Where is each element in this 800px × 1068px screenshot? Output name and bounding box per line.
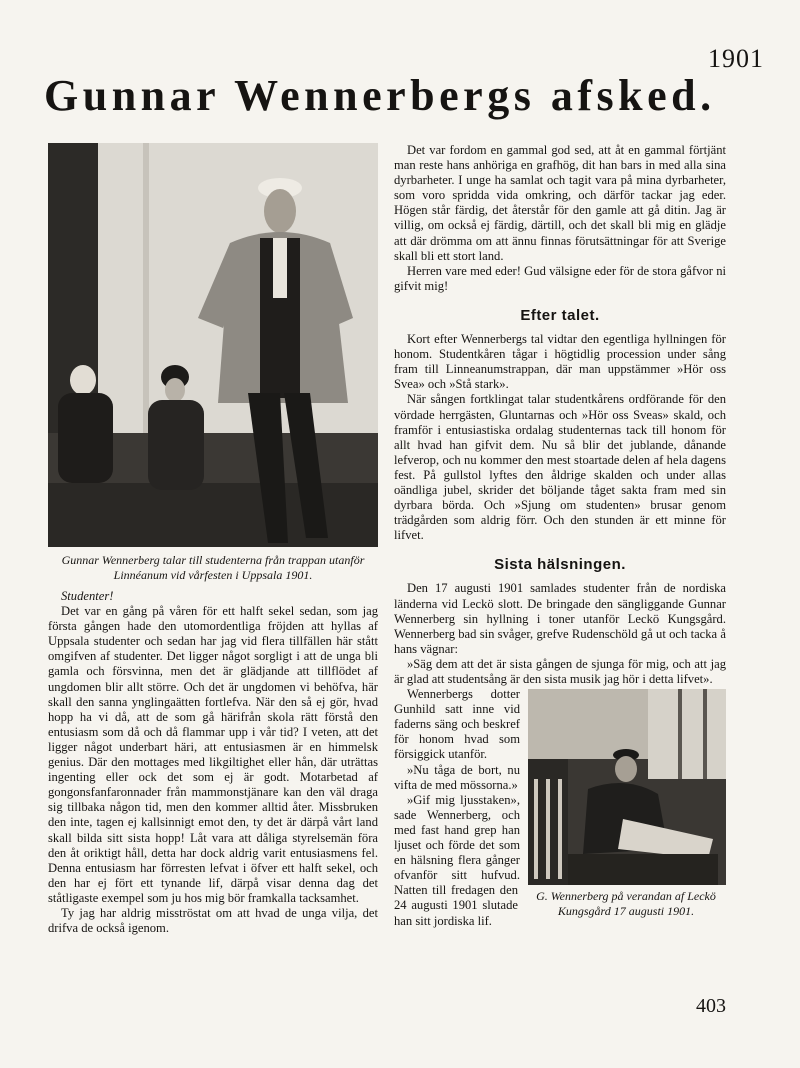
body-paragraph: Den 17 augusti 1901 samlades studenter från de nordiska länderna vid Leckö slott. De bringade den sängliggande Gunnar Wennerberg sin hyllning i toner utanför Leckö Kungsgård. Wennerberg bad sin svåger, grefve Rudenschöld gå ut och tacka å hans vägnar: [394, 581, 726, 656]
body-paragraph: När sången fortklingat talar studentkårens ordförande för den vördade herrgästen, Gluntarnas och »Hör oss Sveas» skald, och framför i entusiastiska ordalag studenternas tack till honom för allt hvad han gifvit dem. Nu så blir det jublande, dånande lefverop, och nu kommer den mest stoartade delen af hela dagens fest. På gullstol lyftes den åldrige skalden och under allas oändliga jubel, skrider det böljande tåget sakta fram med sin dyrbara börda. Och »Sjung om studenten» brusar genom trädgården som aldrig förr. Och den stunden är ett minne för lifvet. [394, 392, 726, 543]
speech-paragraph: Ty jag har aldrig misströstat om att hvad de unga vilja, det drifva de också igenom. [48, 905, 378, 936]
article-title: Gunnar Wennerbergs afsked. [44, 71, 716, 120]
photo-wennerberg-speech [48, 143, 378, 547]
veranda-photo-illustration [528, 689, 726, 885]
year-header: 1901 [708, 44, 764, 73]
section-heading-efter-talet: Efter talet. [520, 306, 600, 324]
speech-paragraph: Det var fordom en gammal god sed, att åt en gammal förtjänt man reste hans anhöriga en grafhög, dit han bars in med alla sina dyrbarheter. I unge ha samlat och tagit vara på mina dyrbarheter, som voro spridda vida omkring, och därför tackar jag eder. Högen står färdig, det återstår för den gamle att gå ditin. Jag är villig, om också ej färdig, därtill, och det skall bli mig en glädje att där drömma om att ännu finnas förutsättningar för att Sverige skall bli ett stort land. [394, 143, 726, 263]
photo2-caption: G. Wennerberg på verandan af Leckö Kungsgård 17 augusti 1901. [536, 889, 716, 919]
left-column [48, 143, 378, 936]
body-paragraph: »Säg dem att det är sista gången de sjunga för mig, och att jag är glad att studentsång är den sista musik jag hör i detta lifvet». [394, 656, 726, 686]
body-paragraph: Wennerbergs dotter Gunhild satt inne vid faderns säng och beskref för honom hvad som försiggick utanför. [394, 687, 520, 762]
photo-wennerberg-veranda [528, 689, 726, 885]
photo1-caption: Gunnar Wennerberg talar till studenterna från trappan utanför Linnéanum vid vårfesten i Uppsala 1901. [61, 553, 365, 582]
page-number: 403 [696, 995, 726, 1017]
body-paragraph: »Gif mig ljusstaken», sade Wennerberg, och med fast hand grep han ljuset och förde det som en hälsning flera gånger ofvanför sitt hufvud. Natten till fredagen den 24 augusti 1901 slutade han sitt jordiska lif. [394, 792, 520, 928]
speech-photo-illustration [48, 143, 378, 547]
body-paragraph: Kort efter Wennerbergs tal vidtar den egentliga hyllningen för honom. Studentkåren tågar i högtidlig procession under sång fram till Linneanumstrappan, där man uppstämmer »Hör oss Svea» och »Stå stark». [394, 332, 726, 392]
photo2-wrap [394, 687, 726, 929]
right-column [394, 143, 726, 929]
salutation: Studenter! [61, 589, 114, 603]
speech-paragraph: Det var en gång på våren för ett halft sekel sedan, som jag första gången hade den utomordentliga fröjden att hyllas af Uppsala studenter och sedan har jag vid flera tillfällen här stått omgifven af studenter. Det ligger något sorgligt i att de unga bli gamla och försvinna, men det är glädjande att tillflödet af ungdomen blir allt större. Och det är ungdomen vi behöfva, här skall den sanna ynglingaätten fortlefva. När den så ej gör, hvad hopp ha vi då, att de som gå härifrån skola rätt förstå den entusiasm som då och då flammar upp i vår tid? I veten, att det ligger något underbart häri, att entusiasmen är en himmelsk genius. Där den mottages med likgiltighet eller hån, där uträttas ingenting eller ock det som ej är godt. Motarbetad af gongonsfanfaronnader från mammonstjänare kan den väl draga sig tillbaka någon tid, men den kommer alltid åter. Missbruken den inte, tagen ej kallsinnigt emot den, ty det är därpå vårt land skall bilda sitt sista hopp! Låt vara att dåliga styrelsemän föra den åt oriktigt håll, detta har dock aldrig varit entusiasmens fel. Denna entusiasm har förresten lefvat i öfver ett halft sekel, och den har ej fört ett tynande lif, därpå visar denna dag det ståtligaste exempel som ju hos mig bör framkalla tacksamhet. [48, 604, 378, 905]
section-heading-sista-halsningen: Sista hälsningen. [494, 556, 626, 574]
speech-paragraph: Herren vare med eder! Gud välsigne eder för de stora gåfvor ni gifvit mig! [394, 263, 726, 293]
body-paragraph: »Nu tåga de bort, nu vifta de med mössorna.» [394, 762, 520, 792]
